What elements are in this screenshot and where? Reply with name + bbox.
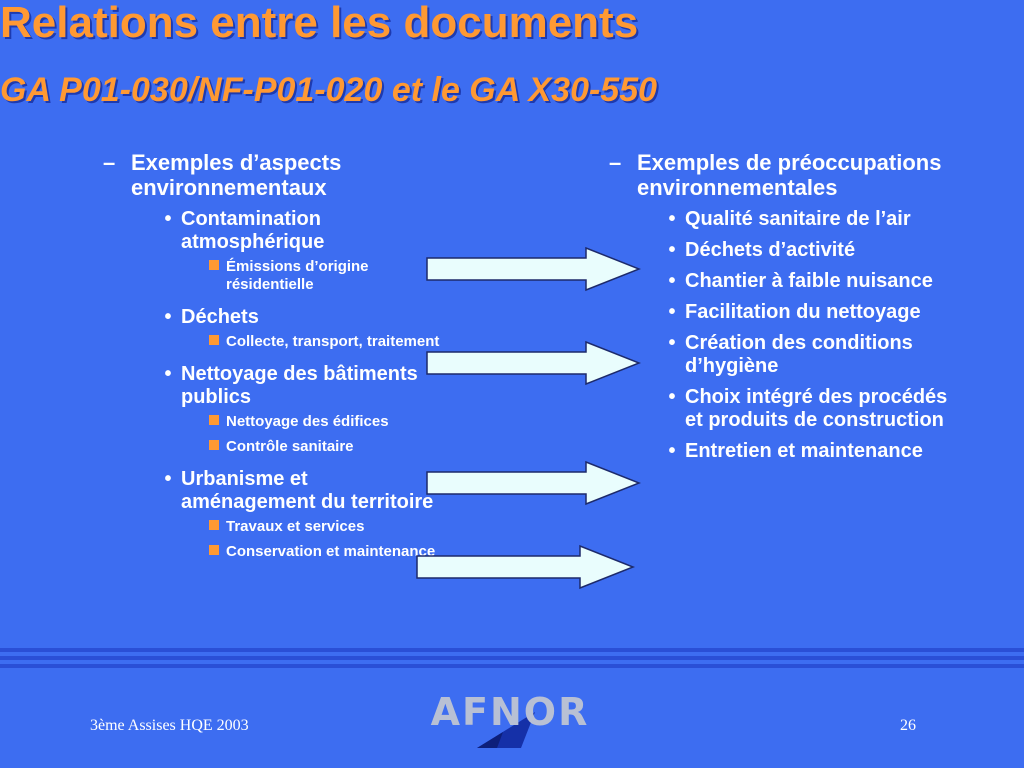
square-bullet-icon	[209, 440, 219, 450]
list-item: • Déchets	[164, 306, 259, 328]
square-bullet-icon	[209, 520, 219, 530]
page-number: 26	[900, 717, 916, 734]
list-item: • Qualité sanitaire de l’air	[668, 208, 911, 230]
arrow-right-icon	[416, 544, 636, 590]
left-column	[103, 150, 443, 564]
square-bullet-icon	[209, 545, 219, 555]
sub-list-item: Collecte, transport, traitement	[103, 333, 443, 351]
sub-list-item: Émissions d’origine résidentielle	[103, 258, 443, 294]
list-item: • Contamination atmosphérique	[164, 208, 325, 253]
footer-divider	[0, 648, 1024, 672]
list-item: • Urbanisme et aménagement du territoire	[164, 468, 434, 513]
afnor-logo	[425, 690, 595, 752]
sub-list-item: Contrôle sanitaire	[103, 438, 443, 456]
arrow-right-icon	[426, 460, 642, 506]
title-line-1: Relations entre les documents	[0, 0, 639, 47]
left-heading: – Exemples d’aspects environnementaux	[103, 150, 342, 200]
list-item: • Création des conditions d’hygiène	[668, 332, 913, 377]
list-item: • Entretien et maintenance	[668, 440, 923, 462]
logo-text: AFNOR	[430, 690, 590, 734]
arrow-right-icon	[426, 340, 642, 386]
list-item: • Déchets d’activité	[668, 239, 856, 261]
footer-left-text: 3ème Assises HQE 2003	[90, 717, 249, 734]
right-heading: – Exemples de préoccupations environnementales	[609, 150, 942, 200]
square-bullet-icon	[209, 260, 219, 270]
title-line-2: GA P01-030/NF-P01-020 et le GA X30-550	[0, 71, 658, 109]
sub-list-item: Conservation et maintenance	[103, 543, 443, 561]
list-item: • Choix intégré des procédés et produits de construction	[668, 386, 948, 431]
list-item: • Facilitation du nettoyage	[668, 301, 921, 323]
sub-list-item: Nettoyage des édifices	[103, 413, 443, 431]
sub-list-item: Travaux et services	[103, 518, 443, 536]
list-item: • Chantier à faible nuisance	[668, 270, 933, 292]
list-item: • Nettoyage des bâtiments publics	[164, 363, 418, 408]
square-bullet-icon	[209, 415, 219, 425]
arrow-right-icon	[426, 246, 642, 292]
square-bullet-icon	[209, 335, 219, 345]
right-column	[609, 150, 949, 471]
